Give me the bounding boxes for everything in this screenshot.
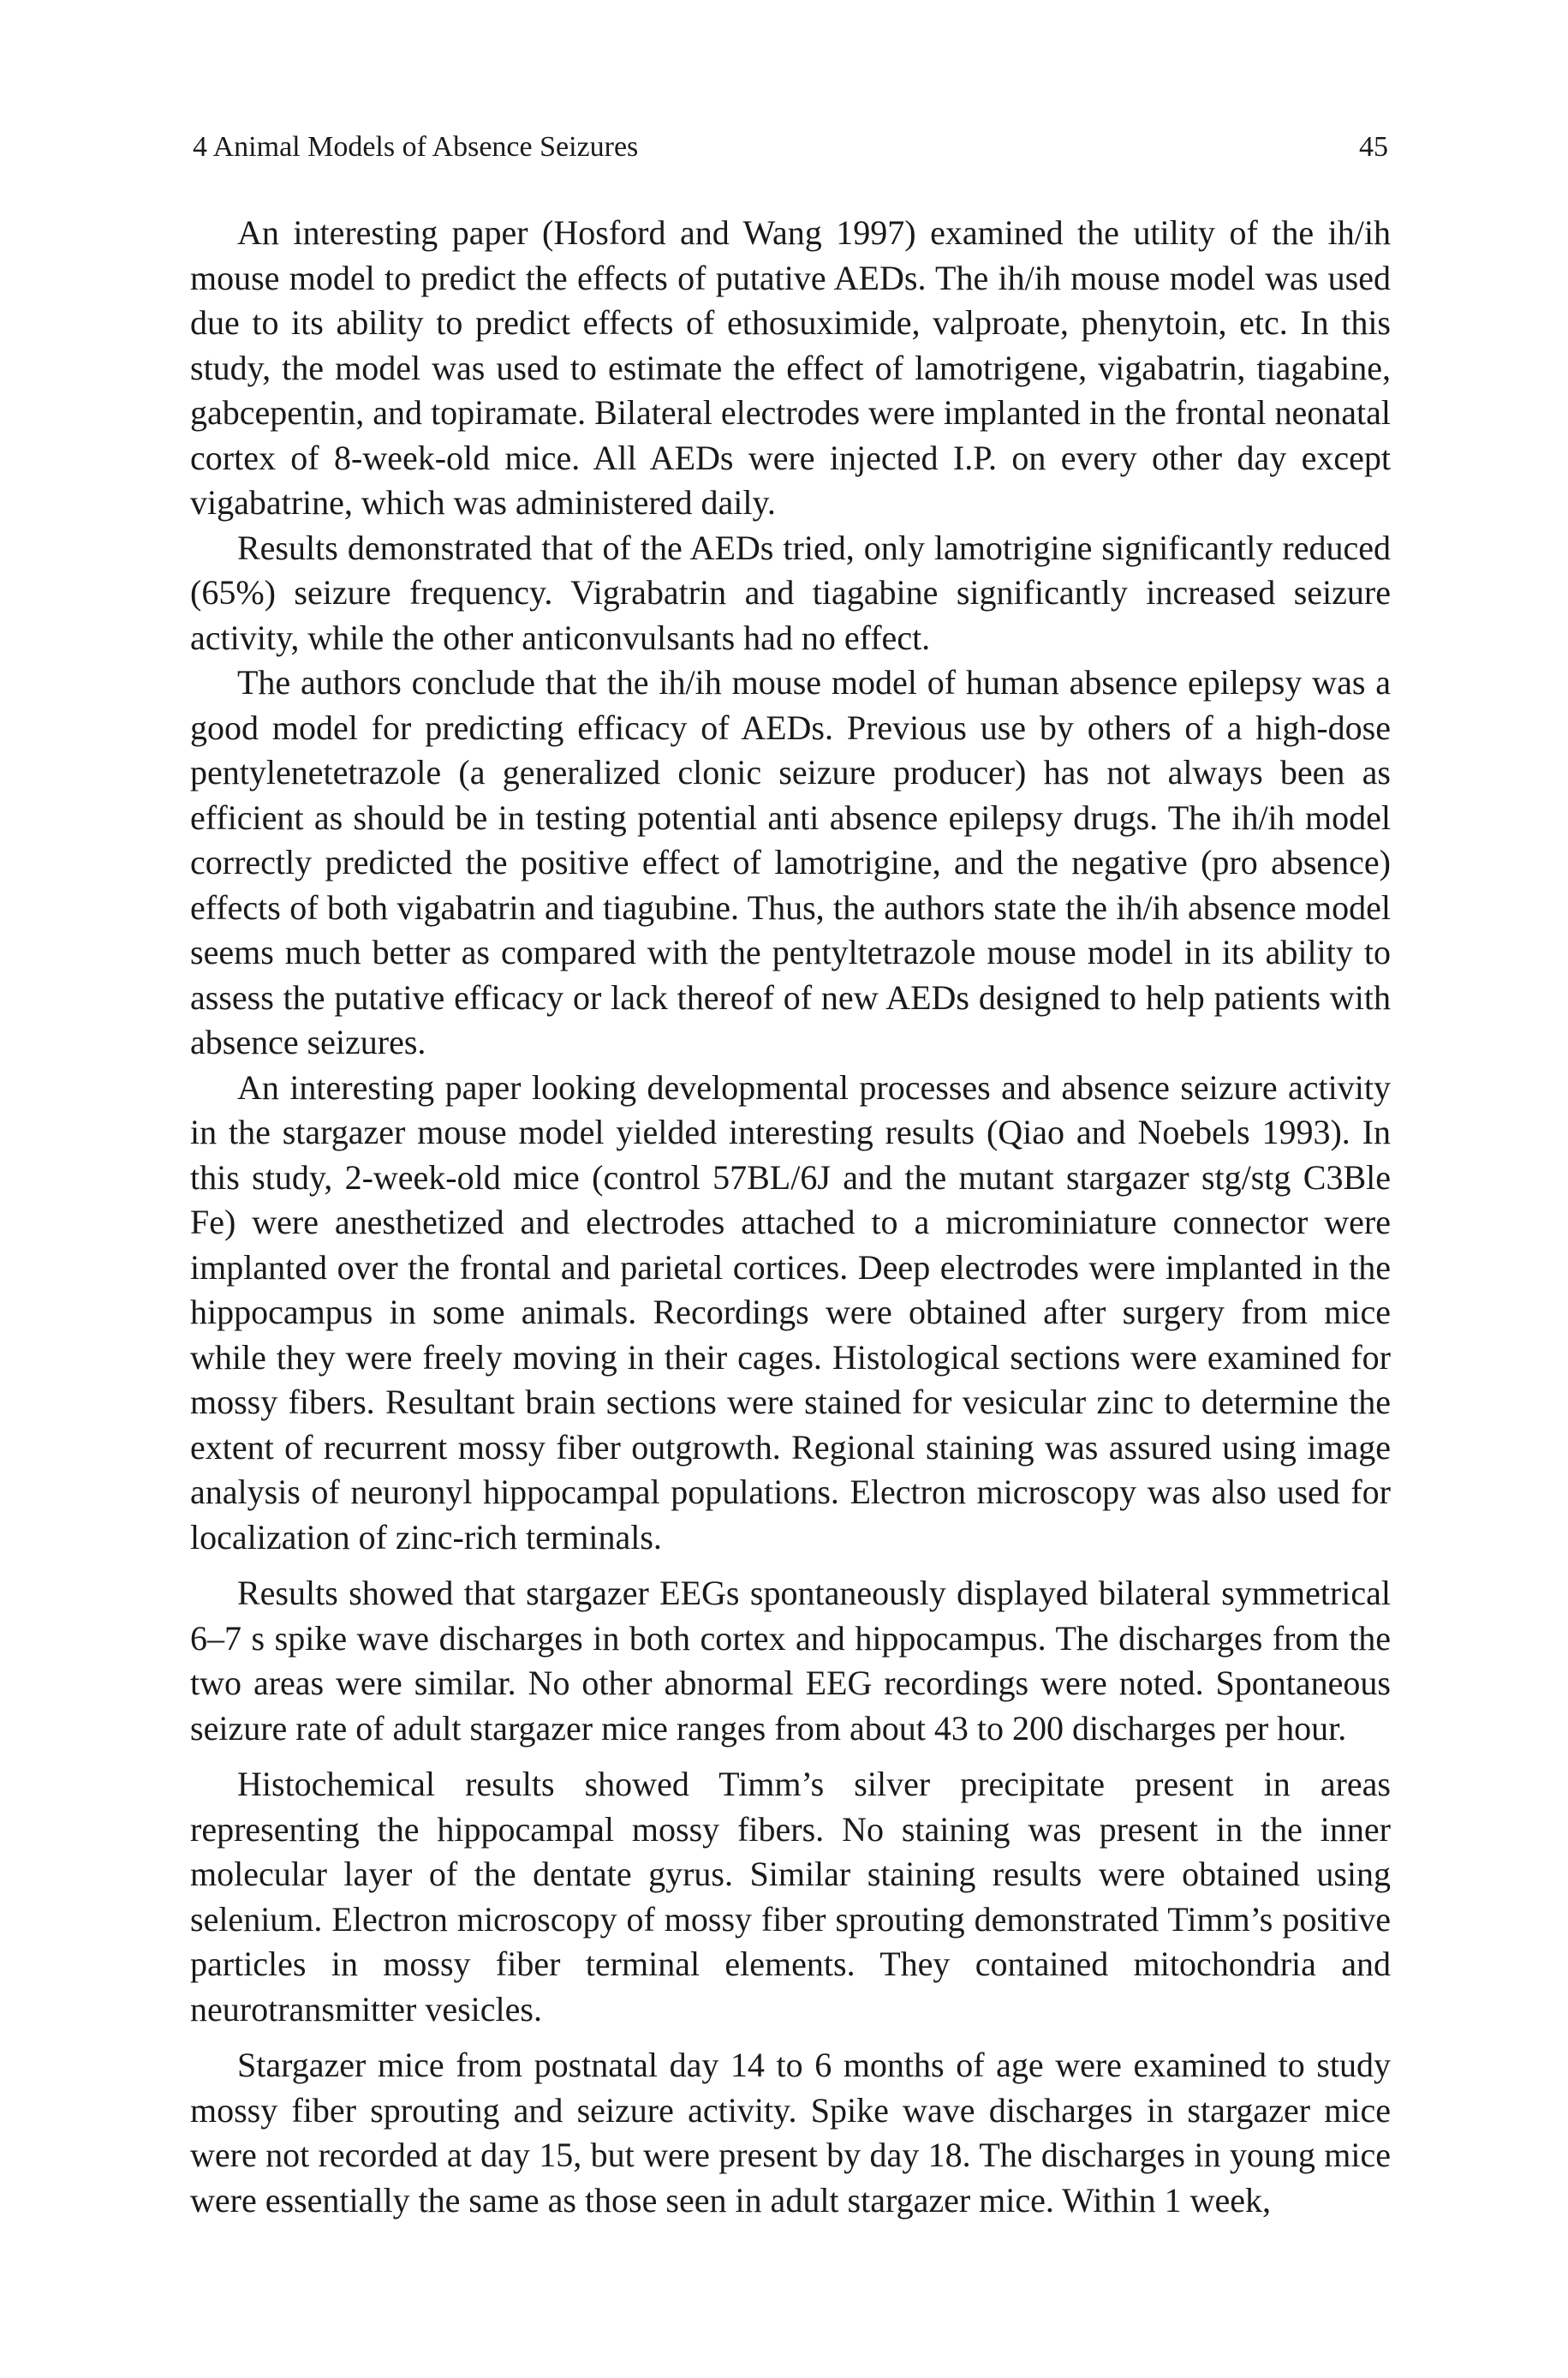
chapter-title: 4 Animal Models of Absence Seizures <box>193 131 639 163</box>
running-head <box>193 122 1388 173</box>
page-number: 45 <box>1359 131 1388 163</box>
paragraph: An interesting paper looking developmental processes and absence seizure activity in the stargazer mouse model yielded interesting results (Qiao and Noebels 1993). In this study, 2-week-old mice (control 57BL/6J and the mutant stargazer stg/stg C3Ble Fe) were anesthetized and electrodes attached to a microminiature connector were implanted over the frontal and parietal cortices. Deep electrodes were implanted in the hippocampus in some animals. Recordings were obtained after surgery from mice while they were freely moving in their cages. Histological sections were examined for mossy fibers. Resultant brain sections were stained for vesicular zinc to determine the extent of recurrent mossy fiber outgrowth. Regional staining was assured using image analysis of neuronyl hippocampal populations. Electron microscopy was also used for localization of zinc-rich terminals. <box>190 1067 1391 1556</box>
body-text <box>190 211 1391 2223</box>
paragraph: Results showed that stargazer EEGs spontaneously displayed bilateral symmetrical 6–7 s spike wave discharges in both cortex and hippocampus. The discharges from the two areas were similar. No other abnormal EEG recordings were noted. Spontaneous seizure rate of adult stargazer mice ranges from about 43 to 200 discharges per hour. <box>190 1574 1391 1748</box>
paragraph: Histochemical results showed Timm’s silver precipitate present in areas representing the hippocampal mossy fibers. No staining was present in the inner molecular layer of the dentate gyrus. Similar staining results were obtained using selenium. Electron microscopy of mossy fiber sprouting demonstrated Timm’s positive particles in mossy fiber terminal elements. They contained mitochondria and neurotransmitter vesicles. <box>190 1765 1391 2028</box>
paragraph: The authors conclude that the ih/ih mouse model of human absence epilepsy was a good model for predicting efficacy of AEDs. Previous use by others of a high-dose pentylenetetrazole (a generalized clonic seizure producer) has not always been as efficient as should be in testing potential anti absence epilepsy drugs. The ih/ih model correctly predicted the positive effect of lamotrigine, and the negative (pro absence) effects of both vigabatrin and tiagubine. Thus, the authors state the ih/ih absence model seems much better as compared with the pentyltetrazole mouse model in its ability to assess the putative efficacy or lack thereof of new AEDs designed to help patients with absence seizures. <box>190 663 1391 1061</box>
paragraph: Results demonstrated that of the AEDs tried, only lamotrigine significantly reduced (65%) seizure frequency. Vigrabatrin and tiagabine significantly increased seizure activity, while the other anticonvulsants had no effect. <box>190 528 1391 657</box>
paragraph: Stargazer mice from postnatal day 14 to 6 months of age were examined to study mossy fiber sprouting and seizure activity. Spike wave discharges in stargazer mice were not recorded at day 15, but were present by day 18. The discharges in young mice were essentially the same as those seen in adult stargazer mice. Within 1 week, <box>190 2046 1391 2220</box>
paragraph: An interesting paper (Hosford and Wang 1997) examined the utility of the ih/ih mouse model to predict the effects of putative AEDs. The ih/ih mouse model was used due to its ability to predict effects of ethosuximide, valproate, phenytoin, etc. In this study, the model was used to estimate the effect of lamotrigene, vigabatrin, tiagabine, gabcepentin, and topiramate. Bilateral electrodes were implanted in the frontal neonatal cortex of 8-week-old mice. All AEDs were injected I.P. on every other day except vigabatrine, which was administered daily. <box>190 213 1391 522</box>
